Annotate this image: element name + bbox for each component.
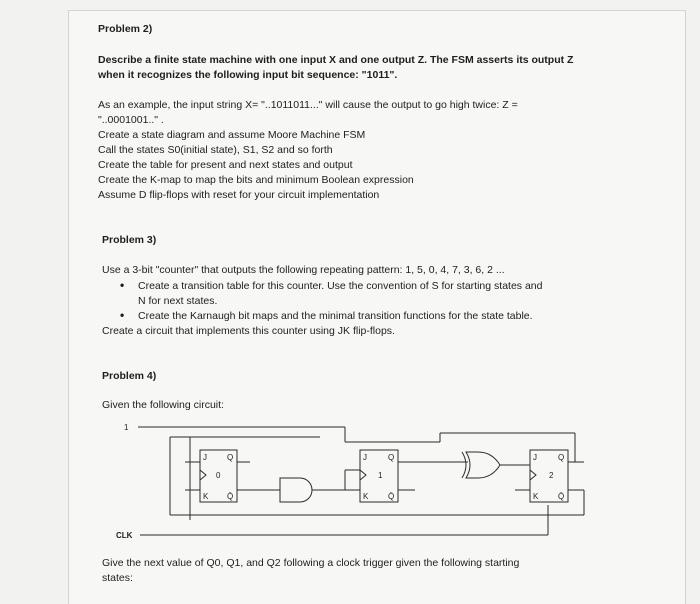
- ff0-index: 0: [216, 471, 221, 480]
- problem2-example-line2: "..0001001.." .: [98, 114, 164, 126]
- ff2-j: J: [533, 453, 537, 462]
- xor-gate-body: [466, 452, 500, 478]
- q0-label: Q0: [206, 557, 221, 569]
- ff2-k: K: [533, 492, 539, 501]
- ff1-j: J: [363, 453, 367, 462]
- problem4-intro: Given the following circuit:: [102, 399, 224, 411]
- problem2-task: Assume D flip-flops with reset for your circuit implementation: [98, 189, 380, 201]
- ff0-j: J: [203, 453, 207, 462]
- problem3-intro: Use a 3-bit "counter" that outputs the following repeating pattern: 1, 5, 0, 4, 7, 3, 6, 2 ...: [102, 264, 505, 276]
- separator: ,: [220, 557, 227, 569]
- problem3-bullet1-line2: N for next states.: [138, 295, 218, 307]
- problem2-task: Call the states S0(initial state), S1, S2 and so forth: [98, 144, 333, 156]
- clk-label: CLK: [116, 531, 133, 540]
- ff1-qbar: Q̄: [388, 492, 395, 501]
- problem4-question-line1: [102, 556, 519, 571]
- problem3-bullet2: Create the Karnaugh bit maps and the minimal transition functions for the state table.: [138, 310, 533, 322]
- problem3-heading: Problem 3): [102, 234, 157, 246]
- problem2-task: Create a state diagram and assume Moore Machine FSM: [98, 129, 366, 141]
- ff0-qbar: Q̄: [227, 492, 234, 501]
- problem2-intro-line2: when it recognizes the following input bit sequence: "1011".: [98, 69, 398, 81]
- problem2-task: Create the table for present and next states and output: [98, 159, 353, 171]
- ff1-index: 1: [378, 471, 383, 480]
- bullet-icon: •: [120, 308, 125, 322]
- q1-label: Q1: [226, 557, 241, 569]
- ff2-qbar: Q̄: [558, 492, 565, 501]
- q2-label: Q2: [266, 557, 281, 569]
- separator: , and: [240, 557, 267, 569]
- problem3-closing: Create a circuit that implements this counter using JK flip-flops.: [102, 325, 395, 337]
- question-prefix: Give the next value of: [102, 557, 207, 569]
- problem4-heading: Problem 4): [102, 370, 157, 382]
- problem2-heading: Problem 2): [98, 23, 153, 35]
- problem2-example-line1: As an example, the input string X= "..1011011..." will cause the output to go high twice: Z =: [98, 99, 518, 111]
- ff0-k: K: [203, 492, 209, 501]
- problem3-bullet1-line1: Create a transition table for this counter. Use the convention of S for starting states and: [138, 280, 543, 292]
- problem4-question-line2: states:: [102, 572, 133, 584]
- ff2-q: Q: [558, 453, 565, 462]
- problem2-task: Create the K-map to map the bits and minimum Boolean expression: [98, 174, 414, 186]
- const-one-label: 1: [124, 423, 129, 432]
- question-suffix: following a clock trigger given the following starting: [280, 557, 520, 569]
- ff2-index: 2: [549, 471, 554, 480]
- bullet-icon: •: [120, 278, 125, 292]
- problem2-intro-line1: Describe a finite state machine with one input X and one output Z. The FSM asserts its output Z: [98, 54, 574, 66]
- and-gate-1: [280, 478, 312, 502]
- ff1-k: K: [363, 492, 369, 501]
- xor-gate: [462, 452, 466, 478]
- ff1-q: Q: [388, 453, 395, 462]
- ff0-q: Q: [227, 453, 234, 462]
